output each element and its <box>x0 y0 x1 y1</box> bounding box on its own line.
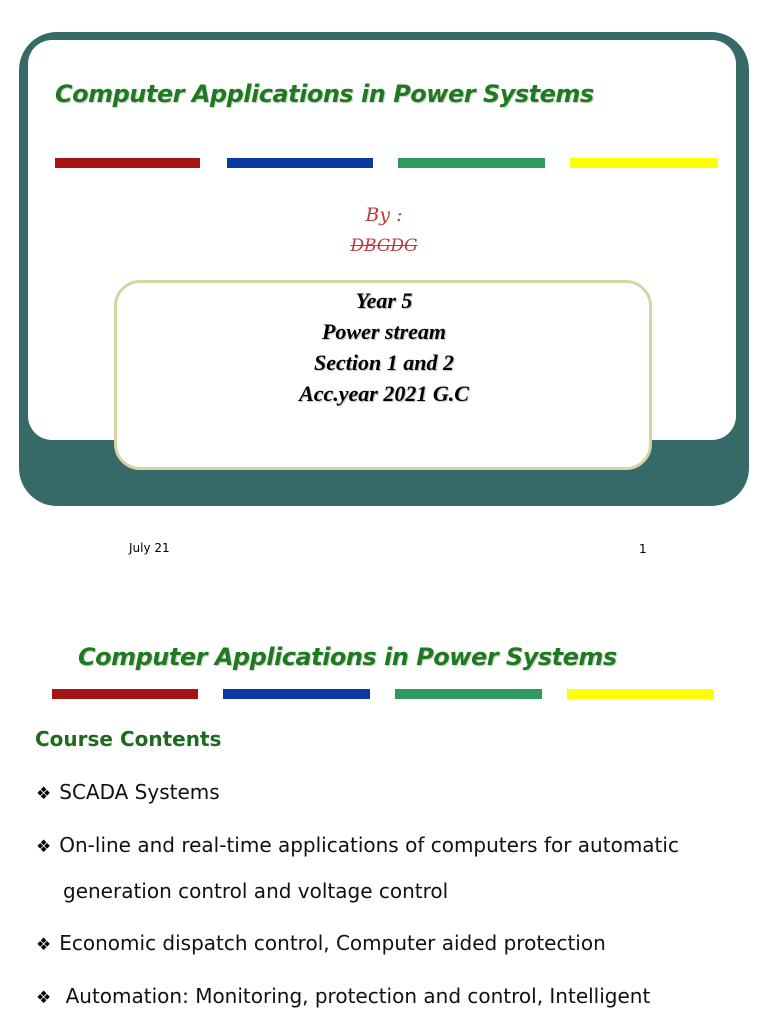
accent-bar-blue <box>227 158 373 168</box>
info-stream: Power stream <box>321 319 447 344</box>
bullet-text: Economic dispatch control, Computer aided protection <box>59 931 606 955</box>
accent-bar-yellow <box>570 158 717 168</box>
footer-date: July 21 <box>129 541 170 555</box>
diamond-bullet-icon: ❖ <box>36 837 52 856</box>
slide-2-title: Computer Applications in Power Systems <box>78 643 617 671</box>
list-item <box>36 780 220 804</box>
author-name: DBGDG <box>350 236 418 256</box>
course-contents-heading: Course Contents <box>35 727 222 751</box>
page-number: 1 <box>639 542 647 556</box>
bullet-continuation-text: generation control and voltage control <box>63 879 449 903</box>
by-label: By : <box>365 204 403 226</box>
info-section: Section 1 and 2 <box>314 350 454 375</box>
diamond-bullet-icon: ❖ <box>36 988 52 1007</box>
accent-bar-red <box>55 158 200 168</box>
info-year: Year 5 <box>355 288 413 313</box>
diamond-bullet-icon: ❖ <box>36 935 52 954</box>
list-item <box>36 931 606 955</box>
accent-bar-yellow <box>567 689 714 699</box>
accent-bar-blue <box>223 689 370 699</box>
slide-1-title: Computer Applications in Power Systems <box>55 80 594 108</box>
accent-bar-green <box>395 689 542 699</box>
accent-bar-red <box>52 689 198 699</box>
info-academic-year: Acc.year 2021 G.C <box>299 381 469 406</box>
bullet-text: On-line and real-time applications of computers for automatic <box>59 833 679 857</box>
accent-bar-green <box>398 158 545 168</box>
bullet-text: Automation: Monitoring, protection and control, Intelligent <box>59 984 651 1008</box>
list-item <box>36 833 679 857</box>
bullet-text: SCADA Systems <box>59 780 220 804</box>
list-item <box>36 984 650 1008</box>
diamond-bullet-icon: ❖ <box>36 784 52 803</box>
